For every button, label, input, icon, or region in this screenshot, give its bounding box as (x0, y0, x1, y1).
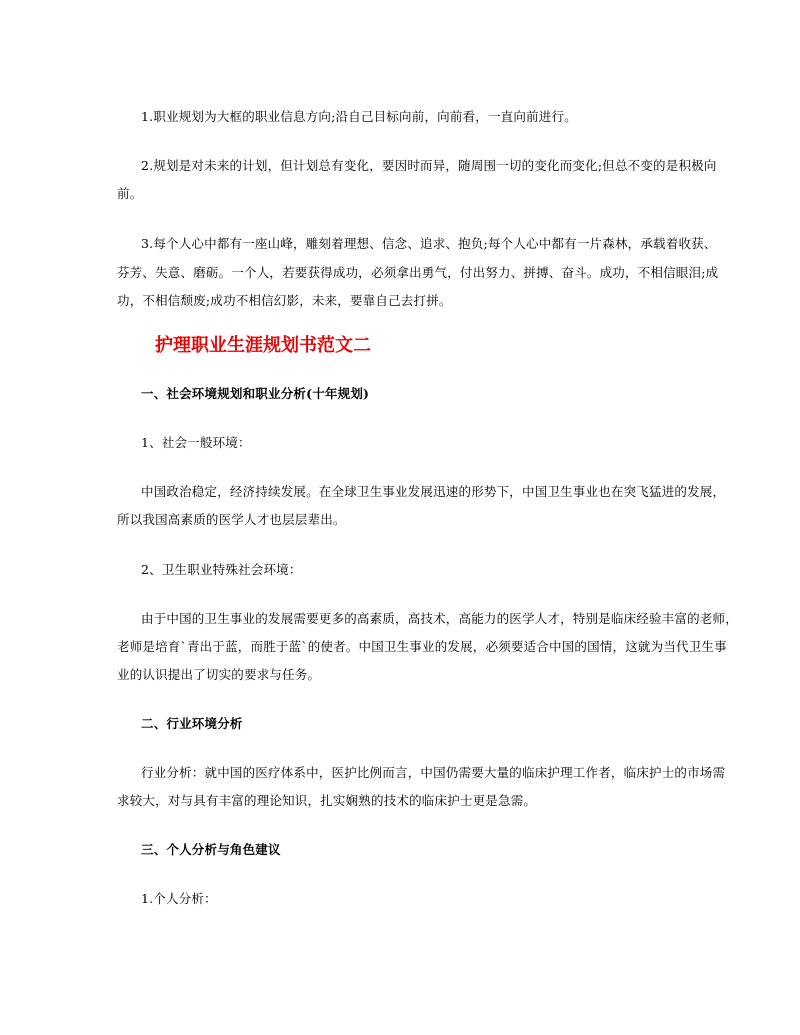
section-3-heading: 三、个人分析与角色建议 (141, 842, 281, 857)
section-1-sub2-line-2: 老师是培育`青出于蓝，而胜于蓝`的使者。中国卫生事业的发展，必须要适合中国的国情，这就为当代卫生事 (117, 639, 727, 654)
section-3-subheading-1: 1.个人分析： (141, 891, 217, 906)
paragraph-2-line-1: 2.规划是对未来的计划，但计划总有变化，要因时而异，随周围一切的变化而变化;但总不变的是积极向 (141, 158, 717, 173)
section-1-heading: 一、社会环境规划和职业分析(十年规划) (141, 386, 370, 401)
section-2-heading: 二、行业环境分析 (141, 716, 243, 731)
paragraph-3-line-1: 3.每个人心中都有一座山峰，雕刻着理想、信念、追求、抱负;每个人心中都有一片森林，承载着收获、 (141, 236, 717, 251)
paragraph-3-line-2: 芬芳、失意、磨砺。一个人，若要获得成功，必须拿出勇气，付出努力、拼搏、奋斗。成功，不相信眼泪;成 (117, 265, 719, 280)
section-1-sub2-line-1: 由于中国的卫生事业的发展需要更多的高素质，高技术，高能力的医学人才，特别是临床经验丰富的老师， (141, 611, 738, 626)
paragraph-3-line-3: 功，不相信颓废;成功不相信幻影，未来，要靠自己去打拼。 (117, 293, 452, 308)
section-1-sub2-line-3: 业的认识提出了切实的要求与任务。 (117, 667, 321, 682)
paragraph-2-line-2: 前。 (117, 186, 143, 201)
section-1-subheading-1: 1、社会一般环境： (141, 435, 251, 450)
section-2-line-1: 行业分析：就中国的医疗体系中，医护比例而言，中国仍需要大量的临床护理工作者，临床护士的市场需 (141, 765, 726, 780)
paragraph-1-line-1: 1.职业规划为大框的职业信息方向;沿自己目标向前，向前看，一直向前进行。 (141, 109, 577, 124)
section-1-sub1-line-2: 所以我国高素质的医学人才也层层辈出。 (117, 512, 346, 527)
section-title-red: 护理职业生涯规划书范文二 (155, 335, 371, 356)
section-1-subheading-2: 2、卫生职业特殊社会环境： (141, 562, 302, 577)
section-2-line-2: 求较大，对与具有丰富的理论知识，扎实娴熟的技术的临床护士更是急需。 (117, 793, 537, 808)
section-1-sub1-line-1: 中国政治稳定，经济持续发展。在全球卫生事业发展迅速的形势下，中国卫生事业也在突飞猛进的发展， (141, 484, 726, 499)
